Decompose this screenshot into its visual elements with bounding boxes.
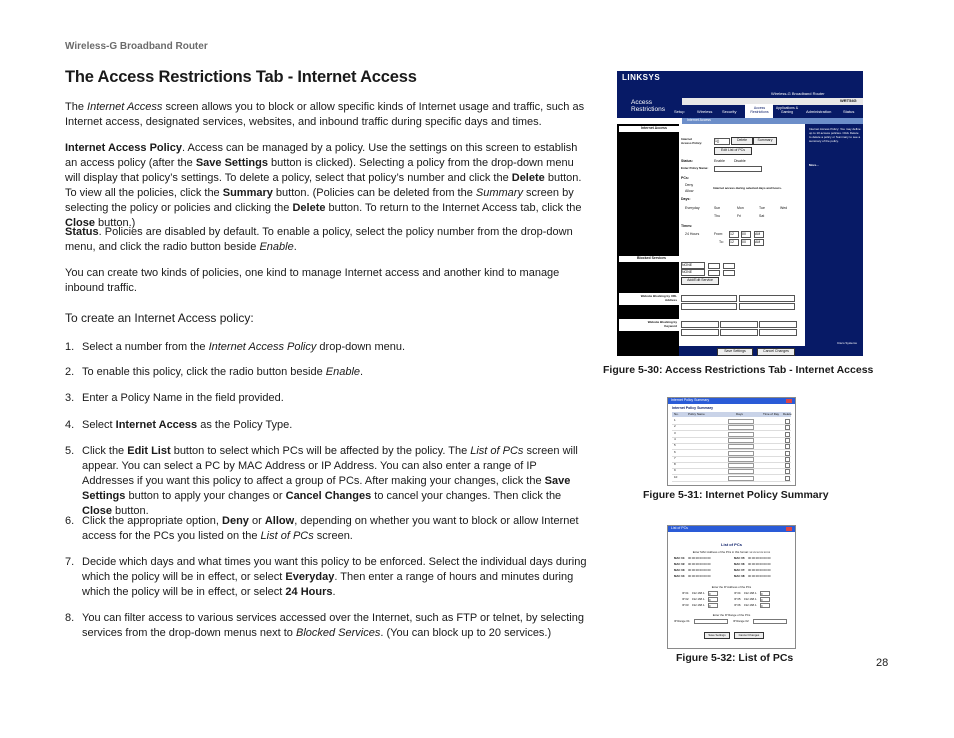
keyword-input-1[interactable] bbox=[681, 321, 719, 328]
ip-prefix: 192.168.1. bbox=[692, 591, 706, 595]
summary-days-boxes bbox=[728, 444, 754, 449]
days-label: Days: bbox=[681, 197, 691, 201]
help-column bbox=[805, 124, 863, 356]
ip-input[interactable]: 0 bbox=[708, 603, 718, 608]
subtab-internet-access[interactable]: Internet Access bbox=[687, 118, 711, 122]
tab-applications-gaming[interactable]: Applications & Gaming bbox=[775, 106, 799, 114]
step-3: 3. Enter a Policy Name in the field provided. bbox=[65, 392, 284, 404]
summary-delete-checkbox[interactable] bbox=[785, 457, 790, 462]
pcs-close-icon[interactable] bbox=[786, 527, 792, 531]
day-wed[interactable]: Wed bbox=[780, 206, 788, 210]
mac-input[interactable]: 00:00:00:00:00:00 bbox=[748, 574, 771, 578]
ip-input[interactable]: 0 bbox=[708, 597, 718, 602]
day-sun[interactable]: Sun bbox=[714, 206, 721, 210]
kinds-paragraph: You can create two kinds of policies, one kind to manage Internet access and another kind to manage inbound traffic. bbox=[65, 267, 560, 294]
to-ampm[interactable]: AM bbox=[754, 239, 764, 246]
summary-button[interactable]: Summary bbox=[753, 137, 777, 145]
save-settings-button[interactable]: Save Settings bbox=[717, 348, 753, 356]
ip-input[interactable]: 0 bbox=[760, 591, 770, 596]
step-6: 6. Click the appropriate option, Deny or Allow, depending on whether you want to block or allow Internet access for the PCs you listed on the List of PCs screen. bbox=[65, 515, 579, 542]
mac-input[interactable]: 00:00:00:00:00:00 bbox=[748, 556, 771, 560]
summary-days-boxes bbox=[728, 457, 754, 462]
mac-input[interactable]: 00:00:00:00:00:00 bbox=[688, 574, 711, 578]
tab-security[interactable]: Security bbox=[722, 109, 737, 114]
enable-radio[interactable]: Enable bbox=[714, 159, 725, 163]
summary-days-boxes bbox=[728, 469, 754, 474]
close-icon[interactable] bbox=[786, 399, 792, 403]
figure-5-31-screenshot bbox=[667, 397, 796, 486]
summary-delete-checkbox[interactable] bbox=[785, 451, 790, 456]
left-label-url: Website Blocking by URL Address bbox=[640, 294, 677, 302]
help-text: Internet Access Policy: You may define up to 10 access policies. Click Delete to delete a policy or Summary to see a summary of the policy. bbox=[809, 127, 861, 143]
mac-label: MAC 01: bbox=[674, 556, 686, 560]
step-2: 2. To enable this policy, click the radio button beside Enable. bbox=[65, 366, 364, 378]
tab-wireless[interactable]: Wireless bbox=[697, 109, 713, 114]
mac-input[interactable]: 00:00:00:00:00:00 bbox=[748, 568, 771, 572]
url-input-3[interactable] bbox=[681, 303, 737, 310]
from-label: From: bbox=[714, 232, 724, 236]
summary-row-number: 10 bbox=[674, 474, 678, 479]
keyword-input-2[interactable] bbox=[720, 321, 758, 328]
ip-label: IP 06: bbox=[734, 603, 742, 607]
policy-name-label: Enter Policy Name: bbox=[681, 166, 709, 170]
summary-days-boxes bbox=[728, 476, 754, 481]
service-select-2[interactable]: NONE bbox=[681, 269, 705, 276]
from-ampm[interactable]: AM bbox=[754, 231, 764, 238]
service-select-1[interactable]: NONE bbox=[681, 262, 705, 269]
mac-input[interactable]: 00:00:00:00:00:00 bbox=[688, 568, 711, 572]
ip-input[interactable]: 0 bbox=[760, 597, 770, 602]
left-label-keyword: Website Blocking by Keyword bbox=[647, 320, 677, 328]
ip-label: IP 01: bbox=[682, 591, 690, 595]
summary-row-number: 5 bbox=[674, 443, 676, 448]
col-delete: Delete bbox=[783, 412, 792, 416]
product-name: Wireless-G Broadband Router bbox=[771, 91, 825, 96]
summary-row-number: 3 bbox=[674, 430, 676, 435]
day-thu[interactable]: Thu bbox=[714, 214, 721, 218]
ip-label: IP 02: bbox=[682, 597, 690, 601]
summary-window-title: Internet Policy Summary bbox=[671, 398, 710, 402]
summary-row-number: 6 bbox=[674, 449, 676, 454]
mac-label: MAC 05: bbox=[734, 556, 746, 560]
mac-label: MAC 06: bbox=[734, 562, 746, 566]
summary-delete-checkbox[interactable] bbox=[785, 463, 790, 468]
ip-prefix: 192.168.1. bbox=[692, 603, 706, 607]
summary-delete-checkbox[interactable] bbox=[785, 432, 790, 437]
summary-row-number: 9 bbox=[674, 468, 676, 473]
service-port-2a[interactable] bbox=[708, 270, 720, 276]
service-port-2b[interactable] bbox=[723, 270, 735, 276]
figure-5-32-caption: Figure 5-32: List of PCs bbox=[676, 652, 794, 664]
summary-delete-checkbox[interactable] bbox=[785, 419, 790, 424]
step-1: 1. Select a number from the Internet Access Policy drop-down menu. bbox=[65, 341, 406, 353]
summary-row-number: 7 bbox=[674, 455, 676, 460]
pcs-heading: List of PCs bbox=[721, 542, 742, 547]
disable-radio[interactable]: Disable bbox=[734, 159, 746, 163]
page-title: The Access Restrictions Tab - Internet Access bbox=[65, 68, 417, 86]
step-4: 4. Select Internet Access as the Policy Type. bbox=[65, 419, 293, 431]
left-label-internet-access: Internet Access bbox=[641, 126, 667, 130]
summary-row-number: 2 bbox=[674, 424, 676, 429]
to-hour[interactable]: 12 bbox=[729, 239, 739, 246]
ip-label: IP 03: bbox=[682, 603, 690, 607]
times-label: Times: bbox=[681, 224, 693, 228]
summary-row-number: 1 bbox=[674, 418, 676, 422]
ip-input[interactable]: 0 bbox=[760, 603, 770, 608]
running-header: Wireless-G Broadband Router bbox=[65, 41, 208, 52]
summary-days-boxes bbox=[728, 425, 754, 430]
summary-delete-checkbox[interactable] bbox=[785, 425, 790, 430]
mac-label: MAC 02: bbox=[674, 562, 686, 566]
linksys-logo: LINKSYS bbox=[622, 73, 661, 82]
service-port-1a[interactable] bbox=[708, 263, 720, 269]
range-title: Enter the IP Range of the PCs bbox=[712, 613, 751, 617]
hours24-radio[interactable]: 24 Hours bbox=[685, 232, 700, 236]
cisco-logo: Cisco Systems bbox=[837, 341, 857, 345]
summary-days-boxes bbox=[728, 451, 754, 456]
day-mon[interactable]: Mon bbox=[737, 206, 744, 210]
mac-label: MAC 04: bbox=[674, 574, 686, 578]
keyword-input-5[interactable] bbox=[720, 329, 758, 336]
ip-prefix: 192.168.1. bbox=[744, 603, 758, 607]
procedure-heading: To create an Internet Access policy: bbox=[65, 311, 254, 325]
service-port-1b[interactable] bbox=[723, 263, 735, 269]
summary-days-boxes bbox=[728, 463, 754, 468]
keyword-input-3[interactable] bbox=[759, 321, 797, 328]
mac-label: MAC 07: bbox=[734, 568, 746, 572]
mac-input[interactable]: 00:00:00:00:00:00 bbox=[688, 556, 711, 560]
pcs-window-title: List of PCs bbox=[671, 526, 688, 530]
step-8: 8. You can filter access to various services accessed over the Internet, such as FTP or telnet, by selecting services from the drop-down menus next to Blocked Services. (You can block up to 20 services.) bbox=[65, 612, 584, 639]
figure-5-30-screenshot bbox=[617, 71, 863, 356]
tab-setup[interactable]: Setup bbox=[674, 109, 685, 114]
summary-days-boxes bbox=[728, 438, 754, 443]
left-label-blocked-services: Blocked Services bbox=[637, 256, 666, 260]
tab-access-restrictions[interactable]: Access Restrictions bbox=[750, 106, 769, 114]
summary-delete-checkbox[interactable] bbox=[785, 444, 790, 449]
url-input-1[interactable] bbox=[681, 295, 737, 302]
day-everyday[interactable]: Everyday bbox=[685, 206, 700, 210]
intro-paragraph: The Internet Access screen allows you to block or allow specific kinds of Internet usage and traffic, such as Internet access, designated services, websites, and inbound traffic during specific days and times. bbox=[65, 101, 585, 128]
tab-status[interactable]: Status bbox=[843, 109, 855, 114]
ip-title: Enter the IP Address of the PCs bbox=[711, 585, 752, 589]
pcs-cancel-button[interactable]: Cancel Changes bbox=[734, 632, 764, 639]
status-label: Status: bbox=[681, 159, 693, 163]
ip-prefix: 192.168.1. bbox=[744, 597, 758, 601]
to-label: To: bbox=[719, 240, 724, 244]
policy-paragraph: Internet Access Policy. Access can be managed by a policy. Use the settings on this screen to establish an access policy (after the Save Settings button is clicked). Selecting a policy from the drop-down menu will display that policy’s settings. To delete a policy, select that policy’s number and click the Delete button. To view all the policies, click the Summary button. (Policies can be deleted from the Summary screen by selecting the policy or policies and clicking the Delete button. To return to the Internet Access tab, click the Close button.) bbox=[65, 142, 582, 229]
summary-days-boxes bbox=[728, 419, 754, 424]
keyword-input-6[interactable] bbox=[759, 329, 797, 336]
url-input-4[interactable] bbox=[739, 303, 795, 310]
page-number: 28 bbox=[876, 657, 889, 669]
summary-row bbox=[672, 475, 791, 482]
figure-5-31-caption: Figure 5-31: Internet Policy Summary bbox=[643, 489, 829, 501]
deny-radio[interactable]: Deny bbox=[685, 183, 694, 187]
summary-heading: Internet Policy Summary bbox=[672, 406, 714, 410]
day-tue[interactable]: Tue bbox=[759, 206, 765, 210]
figure-5-32-screenshot bbox=[667, 525, 796, 649]
ip-label: IP 05: bbox=[734, 597, 742, 601]
policy-select[interactable]: 1() bbox=[714, 138, 730, 145]
ip-input[interactable]: 0 bbox=[708, 591, 718, 596]
from-hour[interactable]: 12 bbox=[729, 231, 739, 238]
summary-row-number: 8 bbox=[674, 462, 676, 467]
edit-list-button[interactable]: Edit List of PCs bbox=[714, 147, 752, 155]
summary-delete-checkbox[interactable] bbox=[785, 476, 790, 481]
allow-radio[interactable]: Allow bbox=[685, 189, 694, 193]
pcs-label: PCs: bbox=[681, 176, 689, 180]
to-minute[interactable]: 00 bbox=[741, 239, 751, 246]
col-time-of-day: Time of Day bbox=[763, 412, 780, 416]
ip-label: IP 04: bbox=[734, 591, 742, 595]
ip-range-02-input[interactable] bbox=[753, 619, 787, 624]
from-minute[interactable]: 00 bbox=[741, 231, 751, 238]
mac-label: MAC 08: bbox=[734, 574, 746, 578]
day-fri[interactable]: Fri bbox=[737, 214, 742, 218]
model-number: WRT54G bbox=[840, 98, 857, 103]
ip-prefix: 192.168.1. bbox=[692, 597, 706, 601]
pcs-save-button[interactable]: Save Settings bbox=[704, 632, 730, 639]
day-sat[interactable]: Sat bbox=[759, 214, 765, 218]
mac-label: MAC 03: bbox=[674, 568, 686, 572]
ip-range-02[interactable]: IP Range 02: bbox=[733, 619, 750, 623]
col-no: No. bbox=[674, 412, 679, 416]
cancel-changes-button[interactable]: Cancel Changes bbox=[757, 348, 795, 356]
mac-input[interactable]: 00:00:00:00:00:00 bbox=[748, 562, 771, 566]
mac-input[interactable]: 00:00:00:00:00:00 bbox=[688, 562, 711, 566]
keyword-input-4[interactable] bbox=[681, 329, 719, 336]
allow-note: Internet access during selected days and hours. bbox=[713, 186, 782, 190]
mac-title: Enter MAC Address of the PCs in this format: xx:xx:xx:xx:xx:xx bbox=[692, 550, 771, 554]
delete-button[interactable]: Delete bbox=[731, 137, 753, 145]
summary-days-boxes bbox=[728, 432, 754, 437]
ip-range-01[interactable]: IP Range 01: bbox=[674, 619, 691, 623]
ip-range-01-input[interactable] bbox=[694, 619, 728, 624]
summary-row-number: 4 bbox=[674, 436, 676, 441]
help-more-link[interactable]: More... bbox=[809, 163, 819, 167]
step-7: 7. Decide which days and what times you want this policy to be enforced. Select the individual days during which the policy will be in effect, or select Everyday. Then enter a range of hours and minutes during which the policy will be in effect, or select 24 Hours. bbox=[65, 556, 587, 598]
policy-name-input[interactable] bbox=[714, 166, 762, 172]
tab-administration[interactable]: Administration bbox=[806, 109, 832, 114]
policy-label: Internet Access Policy: bbox=[681, 137, 703, 145]
col-days: Days bbox=[736, 412, 743, 416]
section-title: Access Restrictions bbox=[631, 99, 665, 113]
status-paragraph: Status. Policies are disabled by default. To enable a policy, select the policy number from the drop-down menu, and click the radio button beside Enable. bbox=[65, 226, 573, 253]
ip-prefix: 192.168.1. bbox=[744, 591, 758, 595]
summary-delete-checkbox[interactable] bbox=[785, 438, 790, 443]
url-input-2[interactable] bbox=[739, 295, 795, 302]
figure-5-30-caption: Figure 5-30: Access Restrictions Tab - Internet Access bbox=[603, 364, 874, 376]
step-5: 5. Click the Edit List button to select which PCs will be affected by the policy. The List of PCs screen will appear. You can select a PC by MAC Address or IP Address. You can also enter a range of IP Addresses if you want this policy to affect a group of PCs. After making your changes, click the Save Settings button to apply your changes or Cancel Changes to cancel your changes. Then click the Close button. bbox=[65, 445, 578, 517]
summary-delete-checkbox[interactable] bbox=[785, 469, 790, 474]
add-edit-service-button[interactable]: Add/Edit Service bbox=[681, 277, 719, 285]
col-policy-name: Policy Name bbox=[688, 412, 705, 416]
